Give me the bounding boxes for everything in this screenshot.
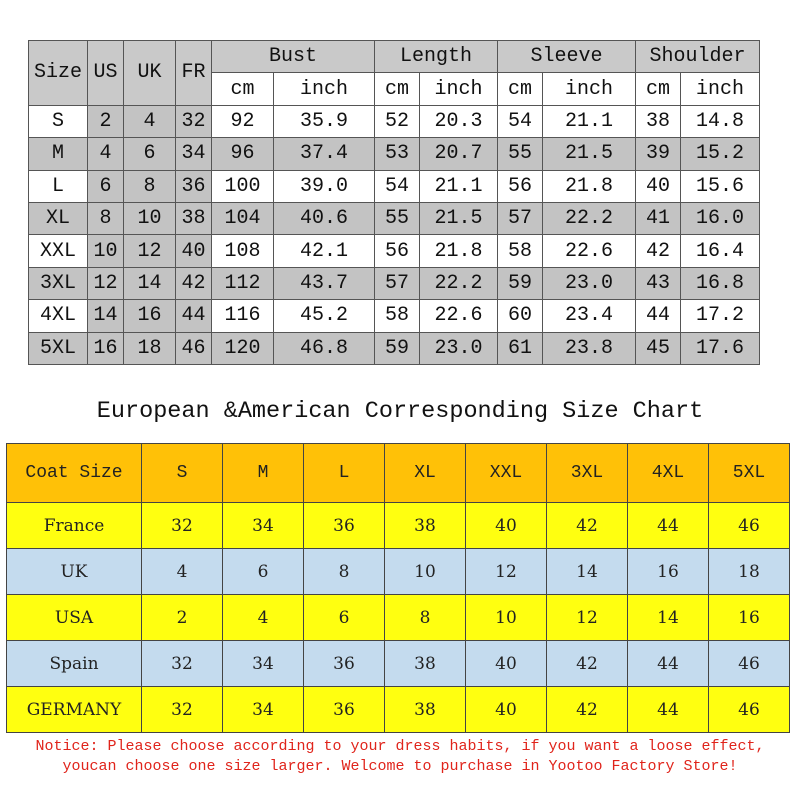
cell-us: 4 (88, 138, 124, 170)
region-size-value: 38 (385, 641, 466, 687)
size-row-l (29, 170, 760, 202)
coat-row-uk (7, 549, 790, 595)
coat-size-header: M (223, 444, 304, 503)
cell-length-in: 23.0 (420, 332, 498, 364)
region-size-value: 44 (628, 687, 709, 733)
coat-size-header: 4XL (628, 444, 709, 503)
region-size-value: 38 (385, 687, 466, 733)
region-size-value: 42 (547, 503, 628, 549)
cell-sleeve-cm: 57 (498, 202, 543, 234)
cell-length-cm: 58 (375, 300, 420, 332)
cell-sleeve-in: 23.0 (543, 267, 636, 299)
cell-bust-cm: 100 (212, 170, 274, 202)
cell-uk: 6 (124, 138, 176, 170)
size-row-xl (29, 202, 760, 234)
coat-row-usa (7, 595, 790, 641)
coat-size-header: 5XL (709, 444, 790, 503)
region-size-value: 8 (385, 595, 466, 641)
region-size-value: 14 (547, 549, 628, 595)
cell-uk: 18 (124, 332, 176, 364)
cell-bust-in: 42.1 (274, 235, 375, 267)
coat-row-spain (7, 641, 790, 687)
region-size-value: 46 (709, 503, 790, 549)
cell-length-in: 20.7 (420, 138, 498, 170)
cell-bust-cm: 92 (212, 105, 274, 137)
cell-length-in: 21.5 (420, 202, 498, 234)
notice-text: Notice: Please choose according to your dress habits, if you want a loose effect, youcan choose one size larger. Welcome to purchase in Yootoo Factory Store! (35, 738, 765, 775)
cell-size: XL (29, 202, 88, 234)
cell-shoulder-cm: 42 (636, 235, 681, 267)
cell-us: 10 (88, 235, 124, 267)
cell-length-cm: 57 (375, 267, 420, 299)
cell-uk: 12 (124, 235, 176, 267)
cell-length-cm: 59 (375, 332, 420, 364)
cell-sleeve-cm: 56 (498, 170, 543, 202)
header-size: Size (29, 41, 88, 106)
size-row-3xl (29, 267, 760, 299)
cell-sleeve-in: 21.8 (543, 170, 636, 202)
cell-bust-in: 45.2 (274, 300, 375, 332)
region-size-value: 44 (628, 503, 709, 549)
cell-length-cm: 55 (375, 202, 420, 234)
region-size-value: 8 (304, 549, 385, 595)
region-label: USA (7, 595, 142, 641)
cell-shoulder-in: 17.2 (681, 300, 760, 332)
region-size-value: 34 (223, 503, 304, 549)
cell-size: L (29, 170, 88, 202)
cell-size: 5XL (29, 332, 88, 364)
region-size-value: 6 (304, 595, 385, 641)
cell-uk: 10 (124, 202, 176, 234)
cell-sleeve-in: 22.6 (543, 235, 636, 267)
cell-sleeve-cm: 54 (498, 105, 543, 137)
cell-bust-in: 35.9 (274, 105, 375, 137)
cell-shoulder-in: 16.0 (681, 202, 760, 234)
cell-us: 2 (88, 105, 124, 137)
header-shoulder: Shoulder (636, 41, 760, 73)
size-row-5xl (29, 332, 760, 364)
region-size-value: 2 (142, 595, 223, 641)
cell-bust-cm: 112 (212, 267, 274, 299)
size-row-m (29, 138, 760, 170)
region-size-value: 16 (628, 549, 709, 595)
cell-length-in: 21.1 (420, 170, 498, 202)
coat-size-header: L (304, 444, 385, 503)
cell-shoulder-cm: 40 (636, 170, 681, 202)
size-chart-title: European &American Corresponding Size Chart (96, 398, 704, 425)
cell-length-in: 20.3 (420, 105, 498, 137)
cell-shoulder-in: 17.6 (681, 332, 760, 364)
cell-length-in: 22.6 (420, 300, 498, 332)
cell-bust-cm: 104 (212, 202, 274, 234)
cell-us: 8 (88, 202, 124, 234)
cell-us: 16 (88, 332, 124, 364)
size-row-4xl (29, 300, 760, 332)
cell-fr: 36 (176, 170, 212, 202)
cell-fr: 42 (176, 267, 212, 299)
region-size-value: 12 (466, 549, 547, 595)
header-length: Length (375, 41, 498, 73)
cell-sleeve-cm: 59 (498, 267, 543, 299)
header-bust-inch: inch (274, 73, 375, 105)
cell-bust-cm: 116 (212, 300, 274, 332)
size-row-s (29, 105, 760, 137)
region-size-value: 42 (547, 687, 628, 733)
cell-sleeve-cm: 55 (498, 138, 543, 170)
header-sleeve-cm: cm (498, 73, 543, 105)
coat-size-header: S (142, 444, 223, 503)
cell-shoulder-in: 15.6 (681, 170, 760, 202)
region-size-value: 6 (223, 549, 304, 595)
cell-size: 4XL (29, 300, 88, 332)
cell-sleeve-in: 23.8 (543, 332, 636, 364)
cell-size: 3XL (29, 267, 88, 299)
header-fr: FR (176, 41, 212, 106)
cell-bust-in: 46.8 (274, 332, 375, 364)
cell-sleeve-cm: 61 (498, 332, 543, 364)
region-size-value: 36 (304, 687, 385, 733)
region-size-value: 10 (466, 595, 547, 641)
cell-uk: 14 (124, 267, 176, 299)
cell-sleeve-cm: 58 (498, 235, 543, 267)
header-uk: UK (124, 41, 176, 106)
cell-sleeve-in: 21.5 (543, 138, 636, 170)
coat-size-header: XL (385, 444, 466, 503)
cell-sleeve-cm: 60 (498, 300, 543, 332)
cell-shoulder-in: 16.4 (681, 235, 760, 267)
cell-fr: 38 (176, 202, 212, 234)
cell-length-cm: 54 (375, 170, 420, 202)
cell-bust-in: 39.0 (274, 170, 375, 202)
cell-bust-cm: 96 (212, 138, 274, 170)
cell-us: 14 (88, 300, 124, 332)
region-size-value: 46 (709, 687, 790, 733)
measurement-size-table (28, 40, 760, 365)
cell-size: M (29, 138, 88, 170)
cell-sleeve-in: 21.1 (543, 105, 636, 137)
cell-bust-cm: 108 (212, 235, 274, 267)
region-size-value: 36 (304, 641, 385, 687)
cell-shoulder-cm: 39 (636, 138, 681, 170)
region-size-value: 46 (709, 641, 790, 687)
cell-size: XXL (29, 235, 88, 267)
header-sleeve: Sleeve (498, 41, 636, 73)
cell-uk: 4 (124, 105, 176, 137)
region-size-value: 38 (385, 503, 466, 549)
cell-us: 12 (88, 267, 124, 299)
cell-bust-in: 43.7 (274, 267, 375, 299)
region-size-value: 32 (142, 687, 223, 733)
cell-shoulder-in: 14.8 (681, 105, 760, 137)
cell-length-cm: 53 (375, 138, 420, 170)
coat-size-header: XXL (466, 444, 547, 503)
cell-length-in: 22.2 (420, 267, 498, 299)
corresponding-size-table (6, 443, 790, 733)
region-size-value: 32 (142, 641, 223, 687)
cell-fr: 32 (176, 105, 212, 137)
cell-length-in: 21.8 (420, 235, 498, 267)
region-size-value: 4 (223, 595, 304, 641)
region-size-value: 40 (466, 687, 547, 733)
header-row-1 (29, 41, 760, 73)
size-row-xxl (29, 235, 760, 267)
region-size-value: 40 (466, 503, 547, 549)
header-shoulder-inch: inch (681, 73, 760, 105)
cell-shoulder-cm: 45 (636, 332, 681, 364)
cell-bust-in: 37.4 (274, 138, 375, 170)
coat-header-row (7, 444, 790, 503)
cell-sleeve-in: 22.2 (543, 202, 636, 234)
region-size-value: 14 (628, 595, 709, 641)
region-label: UK (7, 549, 142, 595)
cell-length-cm: 56 (375, 235, 420, 267)
region-label: France (7, 503, 142, 549)
region-label: GERMANY (7, 687, 142, 733)
region-size-value: 16 (709, 595, 790, 641)
header-bust: Bust (212, 41, 375, 73)
region-size-value: 34 (223, 687, 304, 733)
cell-uk: 8 (124, 170, 176, 202)
cell-us: 6 (88, 170, 124, 202)
region-label: Spain (7, 641, 142, 687)
header-bust-cm: cm (212, 73, 274, 105)
cell-bust-cm: 120 (212, 332, 274, 364)
cell-shoulder-cm: 38 (636, 105, 681, 137)
cell-length-cm: 52 (375, 105, 420, 137)
coat-row-france (7, 503, 790, 549)
cell-sleeve-in: 23.4 (543, 300, 636, 332)
region-size-value: 34 (223, 641, 304, 687)
header-length-cm: cm (375, 73, 420, 105)
region-size-value: 10 (385, 549, 466, 595)
region-size-value: 44 (628, 641, 709, 687)
cell-uk: 16 (124, 300, 176, 332)
cell-shoulder-in: 16.8 (681, 267, 760, 299)
region-size-value: 4 (142, 549, 223, 595)
region-size-value: 12 (547, 595, 628, 641)
region-size-value: 40 (466, 641, 547, 687)
cell-bust-in: 40.6 (274, 202, 375, 234)
coat-row-germany (7, 687, 790, 733)
region-size-value: 36 (304, 503, 385, 549)
region-size-value: 18 (709, 549, 790, 595)
coat-size-header: 3XL (547, 444, 628, 503)
cell-shoulder-cm: 43 (636, 267, 681, 299)
header-sleeve-inch: inch (543, 73, 636, 105)
coat-size-label: Coat Size (7, 444, 142, 503)
region-size-value: 32 (142, 503, 223, 549)
region-size-value: 42 (547, 641, 628, 687)
cell-shoulder-cm: 41 (636, 202, 681, 234)
cell-shoulder-in: 15.2 (681, 138, 760, 170)
cell-size: S (29, 105, 88, 137)
header-length-inch: inch (420, 73, 498, 105)
cell-fr: 34 (176, 138, 212, 170)
header-us: US (88, 41, 124, 106)
cell-fr: 46 (176, 332, 212, 364)
cell-shoulder-cm: 44 (636, 300, 681, 332)
header-shoulder-cm: cm (636, 73, 681, 105)
cell-fr: 44 (176, 300, 212, 332)
cell-fr: 40 (176, 235, 212, 267)
